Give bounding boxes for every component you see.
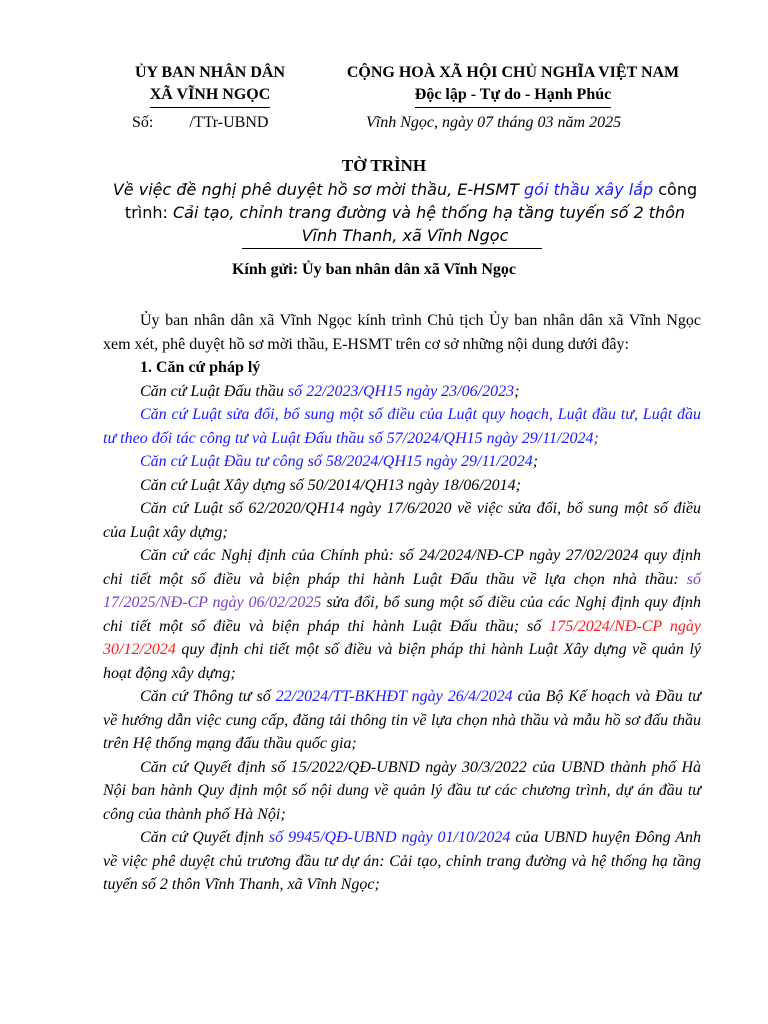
issuer-line2: XÃ VĨNH NGỌC (150, 84, 271, 108)
legal-basis-item: Căn cứ Thông tư số 22/2024/TT-BKHĐT ngày 26/4/2024 của Bộ Kế hoạch và Đầu tư về hướng dẫn việc cung cấp, đăng tải thông tin về lựa chọn nhà thầu và mẫu hồ sơ đấu thầu trên Hệ thống mạng đấu thầu quốc gia; (103, 688, 702, 752)
national-line1: CỘNG HOÀ XÃ HỘI CHỦ NGHĨA VIỆT NAM (346, 64, 680, 81)
subject-part4: Cải tạo, chỉnh trang đường và hệ thống hạ tầng tuyến số 2 thôn Vĩnh Thanh, xã Vĩnh Ngọc (172, 203, 686, 245)
motto-line: Độc lập - Tự do - Hạnh Phúc (415, 84, 611, 108)
intro-paragraph: Ủy ban nhân dân xã Vĩnh Ngọc kính trình Chủ tịch Ủy ban nhân dân xã Vĩnh Ngọc xem xét, phê duyệt hồ sơ mời thầu, E-HSMT trên cơ sở những nội dung dưới đây: (103, 312, 701, 353)
legal-basis-item: Căn cứ Luật sửa đổi, bổ sung một số điều của Luật quy hoạch, Luật đầu tư, Luật đầu tư theo đối tác công tư và Luật Đấu thầu số 57/2024/QH15 ngày 29/11/2024; (103, 406, 701, 447)
legal-basis-item: Căn cứ Luật số 62/2020/QH14 ngày 17/6/2020 về việc sửa đổi, bổ sung một số điều của Luật xây dựng; (103, 500, 701, 541)
document-body (103, 309, 701, 897)
legal-basis-item: Căn cứ Luật Xây dựng số 50/2014/QH13 ngày 18/06/2014; (140, 476, 521, 494)
national-header (320, 62, 706, 108)
legal-basis-item: Căn cứ Quyết định số 9945/QĐ-UBND ngày 01/10/2024 của UBND huyện Đông Anh về việc phê duyệt chủ trương đầu tư dự án: Cải tạo, chỉnh trang đường và hệ thống hạ tầng tuyến số 2 thôn Vĩnh Thanh, xã Vĩnh Ngọc; (103, 829, 702, 893)
issuer-line1: ỦY BAN NHÂN DÂN (134, 64, 286, 81)
section-heading: 1. Căn cứ pháp lý (140, 359, 261, 376)
subject-part3: công trình: (124, 180, 698, 222)
recipient: Kính gửi: Ủy ban nhân dân xã Vĩnh Ngọc (231, 261, 517, 278)
subject-part2: gói thầu xây lắp (524, 180, 654, 199)
legal-basis-item: Căn cứ Luật Đầu tư công số 58/2024/QH15 ngày 29/11/2024; (140, 453, 539, 470)
place-date: Vĩnh Ngọc, ngày 07 tháng 03 năm 2025 (366, 114, 622, 131)
document-number: Số: /TTr-UBND (132, 114, 269, 131)
document-title: TỜ TRÌNH (341, 156, 427, 175)
issuer-header (110, 62, 310, 108)
legal-basis-item: Căn cứ các Nghị định của Chính phủ: số 24/2024/NĐ-CP ngày 27/02/2024 quy định chi tiết một số điều và biện pháp thi hành Luật Đấu thầu về lựa chọn nhà thầu: số 17/2025/NĐ-CP ngày 06/02/2025 sửa đổi, bổ sung một số điều của các Nghị định quy định chi tiết một số điều và biện pháp thi hành Luật Đấu thầu; số 175/2024/NĐ-CP ngày 30/12/2024 quy định chi tiết một số điều và biện pháp thi hành Luật Xây dựng về quản lý hoạt động xây dựng; (103, 547, 702, 682)
legal-basis-item: Căn cứ Luật Đấu thầu số 22/2023/QH15 ngày 23/06/2023; (140, 382, 520, 400)
subject-part1: Về việc đề nghị phê duyệt hồ sơ mời thầu, E-HSMT (112, 180, 525, 199)
subject-underline (242, 248, 542, 249)
legal-basis-item: Căn cứ Quyết định số 15/2022/QĐ-UBND ngày 30/3/2022 của UBND thành phố Hà Nội ban hành Quy định một số nội dung về quản lý đầu tư các chương trình, dự án đầu tư công của thành phố Hà Nội; (103, 758, 701, 823)
document-subject (110, 178, 700, 247)
